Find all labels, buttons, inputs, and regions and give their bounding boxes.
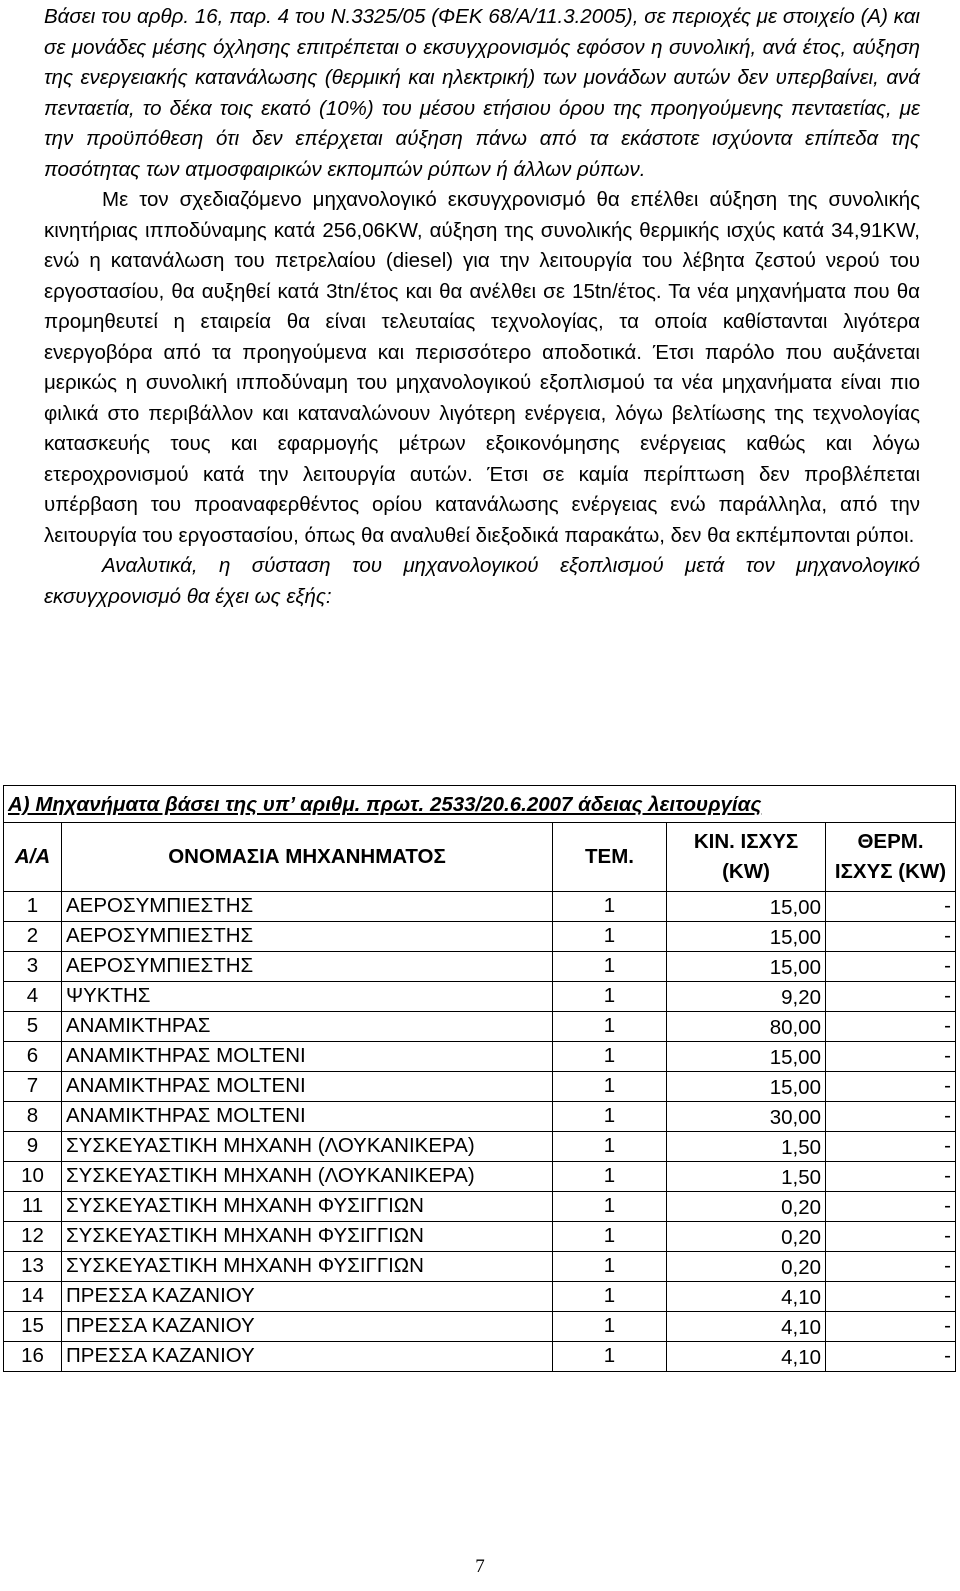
cell-aa: 12 [4, 1222, 62, 1252]
cell-therm-power: - [826, 982, 956, 1012]
cell-kin-power: 0,20 [667, 1222, 826, 1252]
header-aa: Α/Α [4, 823, 62, 892]
cell-kin-power: 15,00 [667, 952, 826, 982]
table-row [4, 952, 956, 982]
table-row [4, 1102, 956, 1132]
paragraph-law-reference: Βάσει του αρθρ. 16, παρ. 4 του Ν.3325/05 (ΦΕΚ 68/Α/11.3.2005), σε περιοχές με στοιχείο (Α) και σε μονάδες μέσης όχλησης επιτρέπεται ο εκσυγχρονισμός εφόσον η συνολική, ανά έτος, αύξηση της ενεργειακής κατανάλωσης (θερμική και ηλεκτρική) των μονάδων αυτών δεν υπερβαίνει, ανά πενταετία, το δέκα τοις εκατό (10%) του μέσου ετήσιου όρου της προηγούμενης πενταετίας, με την προϋπόθεση ότι δεν επέρχεται αύξηση πάνω από τα εκάστοτε ισχύοντα επίπεδα της ποσότητας των ατμοσφαιρικών εκπομπών ρύπων ή άλλων ρύπων. [44, 5, 920, 181]
cell-therm-power: - [826, 952, 956, 982]
cell-name: ΣΥΣΚΕΥΑΣΤΙΚΗ ΜΗΧΑΝΗ ΦΥΣΙΓΓΙΩΝ [62, 1222, 553, 1252]
table-row [4, 892, 956, 922]
cell-therm-power: - [826, 1042, 956, 1072]
cell-aa: 6 [4, 1042, 62, 1072]
table-row [4, 1042, 956, 1072]
cell-name: ΑΕΡΟΣΥΜΠΙΕΣΤΗΣ [62, 892, 553, 922]
cell-name: ΣΥΣΚΕΥΑΣΤΙΚΗ ΜΗΧΑΝΗ (ΛΟΥΚΑΝΙΚΕΡΑ) [62, 1132, 553, 1162]
cell-therm-power: - [826, 1252, 956, 1282]
cell-name: ΣΥΣΚΕΥΑΣΤΙΚΗ ΜΗΧΑΝΗ ΦΥΣΙΓΓΙΩΝ [62, 1252, 553, 1282]
table-row [4, 1252, 956, 1282]
cell-kin-power: 15,00 [667, 922, 826, 952]
cell-name: ΑΕΡΟΣΥΜΠΙΕΣΤΗΣ [62, 922, 553, 952]
cell-aa: 3 [4, 952, 62, 982]
cell-therm-power: - [826, 1282, 956, 1312]
header-qty: ΤΕΜ. [553, 823, 667, 892]
cell-name: ΑΝΑΜΙΚΤΗΡΑΣ MOLTENI [62, 1102, 553, 1132]
table-row [4, 1222, 956, 1252]
cell-qty: 1 [553, 1102, 667, 1132]
cell-kin-power: 9,20 [667, 982, 826, 1012]
cell-qty: 1 [553, 982, 667, 1012]
cell-aa: 10 [4, 1162, 62, 1192]
cell-therm-power: - [826, 1342, 956, 1372]
cell-therm-power: - [826, 922, 956, 952]
table-row [4, 982, 956, 1012]
cell-aa: 5 [4, 1012, 62, 1042]
header-therm-power: ΘΕΡΜ. ΙΣΧΥΣ (KW) [826, 823, 956, 892]
cell-therm-power: - [826, 1312, 956, 1342]
cell-kin-power: 15,00 [667, 1072, 826, 1102]
cell-therm-power: - [826, 1072, 956, 1102]
cell-qty: 1 [553, 1192, 667, 1222]
table-row [4, 1342, 956, 1372]
cell-kin-power: 30,00 [667, 1102, 826, 1132]
table-body [4, 892, 956, 1372]
cell-kin-power: 80,00 [667, 1012, 826, 1042]
cell-therm-power: - [826, 1012, 956, 1042]
table-row [4, 1162, 956, 1192]
cell-qty: 1 [553, 1342, 667, 1372]
cell-aa: 13 [4, 1252, 62, 1282]
cell-name: ΠΡΕΣΣΑ ΚΑΖΑΝΙΟΥ [62, 1282, 553, 1312]
cell-aa: 1 [4, 892, 62, 922]
table-row [4, 1192, 956, 1222]
cell-qty: 1 [553, 1072, 667, 1102]
cell-name: ΑΝΑΜΙΚΤΗΡΑΣ MOLTENI [62, 1072, 553, 1102]
table-row [4, 1132, 956, 1162]
paragraph-modernization: Με τον σχεδιαζόμενο μηχανολογικό εκσυγχρονισμό θα επέλθει αύξηση της συνολικής κινητήριας ιπποδύναμης κατά 256,06KW, αύξηση της συνολικής θερμικής ισχύς κατά 34,91KW, ενώ η κατανάλωση του πετρελαίου (diesel) για την λειτουργία του λέβητα ζεστού νερού του εργοστασίου, θα αυξηθεί κατά 3tn/έτος και θα ανέλθει σε 15tn/έτος. Τα νέα μηχανήματα που θα προμηθευτεί η εταιρεία θα είναι τελευταίας τεχνολογίας, τα οποία καθίστανται λιγότερα ενεργοβόρα από τα προηγούμενα και περισσότερο αποδοτικά. Έτσι παρόλο που αυξάνεται μερικώς η συνολική ιπποδύναμη του μηχανολογικού εξοπλισμού τα νέα μηχανήματα είναι πιο φιλικά στο περιβάλλον και καταναλώνουν λιγότερη ενέργεια, λόγω βελτίωσης της τεχνολογίας κατασκευής τους και εφαρμογής μέτρων εξοικονόμησης ενέργειας καθώς και λόγω ετεροχρονισμού κατά την λειτουργία αυτών. Έτσι σε καμία περίπτωση δεν προβλέπεται υπέρβαση του προαναφερθέντος ορίου κατανάλωσης ενέργειας ενώ παράλληλα, από την λειτουργία του εργοστασίου, όπως θα αναλυθεί διεξοδικά παρακάτω, δεν θα εκπέμπονται ρύποι. [44, 188, 920, 547]
cell-name: ΣΥΣΚΕΥΑΣΤΙΚΗ ΜΗΧΑΝΗ (ΛΟΥΚΑΝΙΚΕΡΑ) [62, 1162, 553, 1192]
cell-kin-power: 0,20 [667, 1192, 826, 1222]
cell-aa: 7 [4, 1072, 62, 1102]
table-caption: Α) Μηχανήματα βάσει της υπ’ αριθμ. πρωτ. 2533/20.6.2007 άδειας λειτουργίας [4, 786, 956, 823]
cell-aa: 16 [4, 1342, 62, 1372]
page-number: 7 [475, 1556, 485, 1577]
cell-qty: 1 [553, 1132, 667, 1162]
cell-qty: 1 [553, 1012, 667, 1042]
cell-therm-power: - [826, 892, 956, 922]
cell-qty: 1 [553, 1162, 667, 1192]
table-row [4, 1072, 956, 1102]
cell-aa: 9 [4, 1132, 62, 1162]
header-name: ΟΝΟΜΑΣΙΑ ΜΗΧΑΝΗΜΑΤΟΣ [62, 823, 553, 892]
cell-therm-power: - [826, 1102, 956, 1132]
cell-aa: 8 [4, 1102, 62, 1132]
cell-kin-power: 15,00 [667, 892, 826, 922]
cell-kin-power: 4,10 [667, 1282, 826, 1312]
cell-qty: 1 [553, 1042, 667, 1072]
cell-kin-power: 4,10 [667, 1312, 826, 1342]
cell-aa: 15 [4, 1312, 62, 1342]
cell-kin-power: 15,00 [667, 1042, 826, 1072]
cell-kin-power: 0,20 [667, 1252, 826, 1282]
cell-name: ΨΥΚΤΗΣ [62, 982, 553, 1012]
cell-qty: 1 [553, 1252, 667, 1282]
table-row [4, 1012, 956, 1042]
cell-kin-power: 1,50 [667, 1162, 826, 1192]
cell-aa: 14 [4, 1282, 62, 1312]
cell-qty: 1 [553, 1222, 667, 1252]
cell-name: ΣΥΣΚΕΥΑΣΤΙΚΗ ΜΗΧΑΝΗ ΦΥΣΙΓΓΙΩΝ [62, 1192, 553, 1222]
paragraph-equipment-intro: Αναλυτικά, η σύσταση του μηχανολογικού εξοπλισμού μετά τον μηχανολογικό εκσυγχρονισμό θα έχει ως εξής: [44, 554, 920, 608]
cell-name: ΑΕΡΟΣΥΜΠΙΕΣΤΗΣ [62, 952, 553, 982]
cell-therm-power: - [826, 1222, 956, 1252]
cell-qty: 1 [553, 922, 667, 952]
body-text [44, 2, 920, 612]
equipment-table [3, 785, 956, 1372]
table-row [4, 1312, 956, 1342]
cell-aa: 2 [4, 922, 62, 952]
header-kin-power: ΚΙΝ. ΙΣΧΥΣ (KW) [667, 823, 826, 892]
cell-qty: 1 [553, 952, 667, 982]
cell-therm-power: - [826, 1132, 956, 1162]
cell-kin-power: 1,50 [667, 1132, 826, 1162]
cell-qty: 1 [553, 892, 667, 922]
table-row [4, 1282, 956, 1312]
table-header-row [4, 823, 956, 892]
cell-aa: 11 [4, 1192, 62, 1222]
cell-therm-power: - [826, 1192, 956, 1222]
table-row [4, 922, 956, 952]
cell-therm-power: - [826, 1162, 956, 1192]
cell-qty: 1 [553, 1312, 667, 1342]
cell-name: ΠΡΕΣΣΑ ΚΑΖΑΝΙΟΥ [62, 1312, 553, 1342]
cell-aa: 4 [4, 982, 62, 1012]
cell-name: ΑΝΑΜΙΚΤΗΡΑΣ MOLTENI [62, 1042, 553, 1072]
cell-name: ΑΝΑΜΙΚΤΗΡΑΣ [62, 1012, 553, 1042]
cell-name: ΠΡΕΣΣΑ ΚΑΖΑΝΙΟΥ [62, 1342, 553, 1372]
cell-qty: 1 [553, 1282, 667, 1312]
cell-kin-power: 4,10 [667, 1342, 826, 1372]
